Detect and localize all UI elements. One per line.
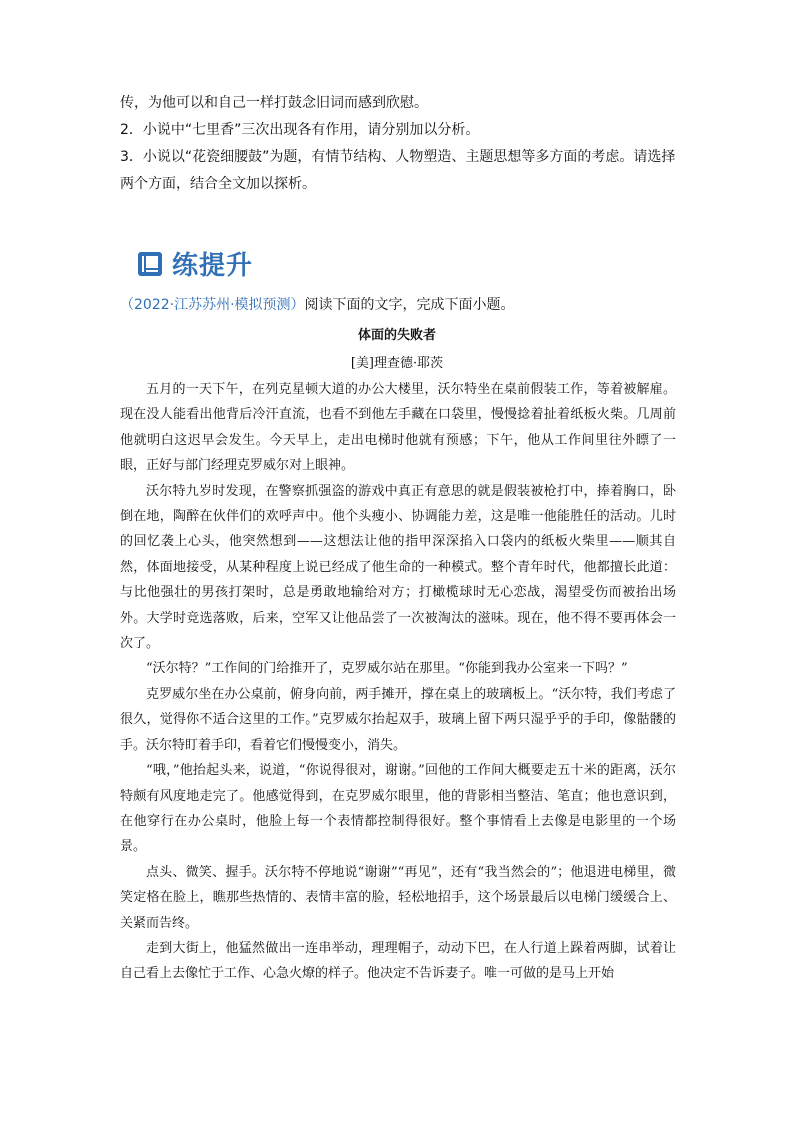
story-paragraph: 五月的一天下午，在列克星顿大道的办公大楼里，沃尔特坐在桌前假装工作，等着被解雇。现在没人能看出他背后冷汗直流，也看不到他左手藏在口袋里，慢慢捻着扯着纸板火柴。几周前他就明白这迟早会发生。今天早上，走出电梯时他就有预感；下午，他从工作间里往外瞟了一眼，正好与部门经理克罗威尔对上眼神。 (120, 382, 676, 474)
story-paragraph: “哦，”他抬起头来，说道，“你说得很对，谢谢。”回他的工作间大概要走五十米的距离，沃尔特颇有风度地走完了。他感觉得到，在克罗威尔眼里，他的背影相当整洁、笔直；他也意识到，在他穿行在办公桌时，他脸上每一个表情都控制得很好。整个事情看上去像是电影里的一个场景。 (120, 763, 676, 855)
story-paragraph: “沃尔特？”工作间的门给推开了，克罗威尔站在那里。“你能到我办公室来一下吗？” (146, 661, 628, 677)
question-2: 2．小说中“七里香”三次出现各有作用，请分别加以分析。 (120, 122, 480, 138)
section-title: 练提升 (172, 251, 254, 281)
story-author: [美]理查德·耶茨 (350, 356, 444, 371)
question-3: 3．小说以“花瓷细腰鼓”为题，有情节结构、人物塑造、主题思想等多方面的考虑。请选择两个方面，结合全文加以探析。 (120, 149, 676, 192)
source-label: （2022·江苏苏州·模拟预测） (120, 297, 305, 313)
source-instruction: 阅读下面的文字，完成下面小题。 (304, 297, 515, 313)
story-body (120, 377, 676, 987)
source-line (120, 294, 515, 314)
story-title: 体面的失败者 (357, 328, 436, 343)
section-heading (136, 245, 253, 282)
story-paragraph: 沃尔特九岁时发现，在警察抓强盗的游戏中真正有意思的就是假装被枪打中，捧着胸口，卧倒在地，陶醉在伙伴们的欢呼声中。他个头瘦小、协调能力差，这是唯一他能胜任的活动。儿时的回忆袭上心头，他突然想到——这想法让他的指甲深深掐入口袋内的纸板火柴里——顺其自然，体面地接受，从某种程度上说已经成了他生命的一种模式。整个青年时代，他都擅长此道：与比他强壮的男孩打架时，总是勇敢地输给对方；打橄榄球时无心恋战，渴望受伤而被抬出场外。大学时竞选落败，后来，空军又让他品尝了一次被淘汰的滋味。现在，他不得不要再体会一次了。 (120, 483, 676, 652)
book-icon (136, 250, 164, 278)
story-paragraph: 克罗威尔坐在办公桌前，俯身向前，两手摊开，撑在桌上的玻璃板上。“沃尔特，我们考虑了很久，觉得你不适合这里的工作。”克罗威尔抬起双手，玻璃上留下两只湿乎乎的手印，像骷髅的手。沃尔特盯着手印，看着它们慢慢变小，消失。 (120, 686, 676, 753)
previous-questions (120, 90, 680, 198)
question-continuation: 传，为他可以和自己一样打鼓念旧词而感到欣慰。 (120, 95, 428, 111)
story-paragraph: 点头、微笑、握手。沃尔特不停地说“谢谢”“再见”，还有“我当然会的”；他退进电梯里，微笑定格在脸上，瞧那些热情的、表情丰富的脸，轻松地招手，这个场景最后以电梯门缓缓合上、关紧而告终。 (120, 864, 676, 931)
story-paragraph: 走到大街上，他猛然做出一连串举动，理理帽子，动动下巴，在人行道上跺着两脚，试着让自己看上去像忙于工作、心急火燎的样子。他决定不告诉妻子。唯一可做的是马上开始 (120, 940, 676, 982)
